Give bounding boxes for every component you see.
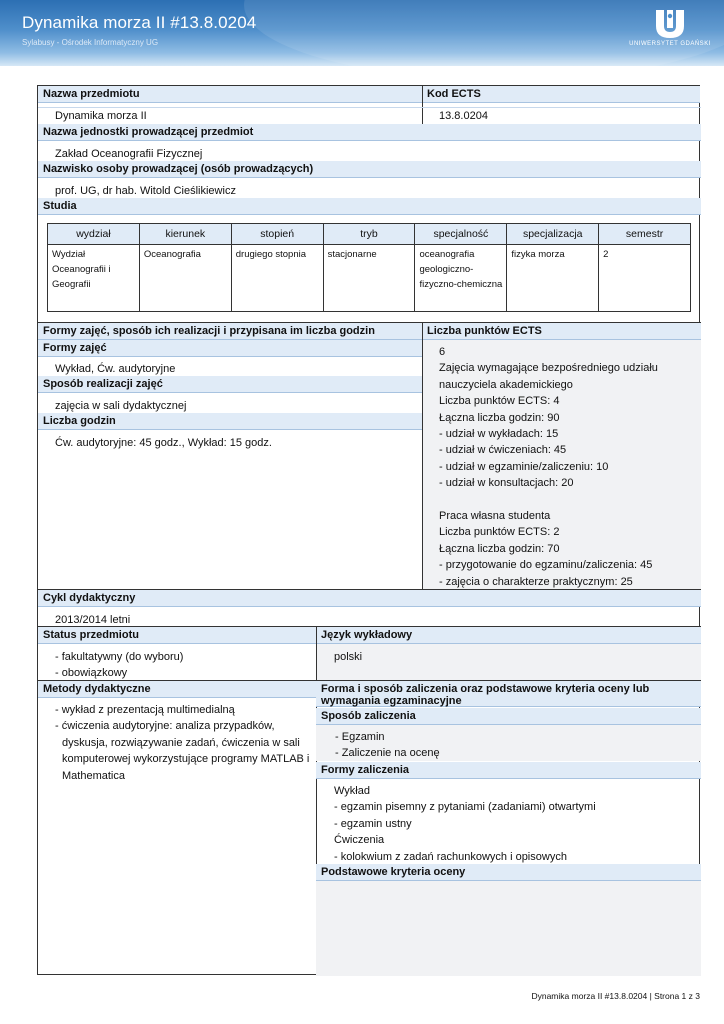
list-item: - Zaliczenie na ocenę	[335, 747, 440, 760]
studia-table	[47, 223, 691, 312]
ects-code-label: Kod ECTS	[422, 86, 700, 103]
forms-label: Formy zajęć	[38, 340, 422, 357]
studia-cell: drugiego stopnia	[231, 245, 323, 312]
list-item: - Egzamin	[335, 731, 385, 743]
ects-line: Zajęcia wymagające bezpośredniego udziału	[439, 362, 658, 375]
criteria-label: Podstawowe kryteria oceny	[316, 864, 701, 881]
studia-header-row	[48, 224, 691, 245]
assessment-line: - egzamin ustny	[334, 817, 412, 830]
studia-header-cell: wydział	[48, 224, 140, 245]
list-item: - fakultatywny (do wyboru)	[55, 651, 184, 663]
list-item: - wykład z prezentacją multimedialną	[55, 704, 235, 716]
assessment-line: - egzamin pisemny z pytaniami (zadaniami) otwartymi	[334, 801, 596, 814]
assessment-method-list	[333, 729, 440, 762]
ects-line: - zajęcia o charakterze praktycznym: 25	[439, 575, 633, 588]
methods-label: Metody dydaktyczne	[38, 681, 316, 698]
logo-text: UNIWERSYTET GDAŃSKI	[629, 41, 711, 47]
course-name-value: Dynamika morza II	[55, 110, 147, 122]
assessment-line: Ćwiczenia	[334, 834, 385, 847]
ects-line: - udział w ćwiczeniach: 45	[439, 444, 567, 457]
ects-points-label: Liczba punktów ECTS	[422, 323, 701, 340]
studia-data-row	[48, 245, 691, 312]
teacher-value: prof. UG, dr hab. Witold Cieślikiewicz	[55, 185, 236, 197]
ects-line: Praca własna studenta	[439, 510, 551, 523]
ects-details	[439, 344, 699, 590]
teacher-label: Nazwisko osoby prowadzącej (osób prowadzących)	[38, 161, 701, 178]
hours-value: Ćw. audytoryjne: 45 godz., Wykład: 15 godz.	[55, 437, 272, 449]
studia-cell: stacjonarne	[323, 245, 415, 312]
hours-label: Liczba godzin	[38, 413, 422, 430]
ects-line	[439, 492, 699, 508]
document-subtitle: Sylabusy - Ośrodek Informatyczny UG	[22, 38, 159, 47]
studia-cell: oceanografia geologiczno-fizyczno-chemiczna	[415, 245, 507, 312]
university-emblem-icon	[652, 8, 688, 38]
divider	[422, 323, 423, 590]
divider	[38, 107, 701, 108]
criteria-background	[316, 881, 701, 976]
forms-value: Wykład, Ćw. audytoryjne	[55, 363, 176, 375]
cycle-label: Cykl dydaktyczny	[38, 590, 701, 607]
university-logo	[626, 8, 714, 47]
status-list	[53, 649, 183, 682]
ects-line: 6	[439, 346, 446, 358]
studia-header-cell: tryb	[323, 224, 415, 245]
ects-line: Liczba punktów ECTS: 4	[439, 395, 560, 408]
studia-header-cell: specjalizacja	[507, 224, 599, 245]
studia-header-cell: kierunek	[139, 224, 231, 245]
ects-line: Łączna liczba godzin: 90	[439, 411, 560, 424]
ects-line: - udział w konsultacjach: 20	[439, 477, 574, 490]
page-header	[0, 0, 724, 66]
list-item: - ćwiczenia audytoryjne: analiza przypadków, dyskusja, rozwiązywanie zadań, ćwiczenia w sali komputerowej wykorzystujące programy MATLAB i Mathematica	[55, 720, 310, 782]
studia-header-cell: specjalność	[415, 224, 507, 245]
method-value: zajęcia w sali dydaktycznej	[55, 400, 187, 412]
course-name-label: Nazwa przedmiotu	[38, 86, 422, 103]
assessment-method-label: Sposób zaliczenia	[316, 708, 701, 725]
divider	[422, 86, 423, 124]
studia-cell: fizyka morza	[507, 245, 599, 312]
studia-header-cell: semestr	[599, 224, 691, 245]
ects-line: Liczba punktów ECTS: 2	[439, 526, 560, 539]
list-item: - obowiązkowy	[55, 667, 128, 680]
ects-code-value: 13.8.0204	[439, 110, 488, 122]
studia-cell: 2	[599, 245, 691, 312]
studia-header-cell: stopień	[231, 224, 323, 245]
studia-label: Studia	[38, 198, 701, 215]
language-label: Język wykładowy	[316, 627, 701, 644]
page-footer: Dynamika morza II #13.8.0204 | Strona 1 z 3	[531, 991, 700, 1001]
cycle-value: 2013/2014 letni	[55, 614, 131, 626]
assessment-line: Wykład	[334, 785, 370, 797]
syllabus-sheet	[37, 85, 700, 975]
assessment-forms-label: Formy zaliczenia	[316, 762, 701, 779]
ects-line: - udział w wykładach: 15	[439, 428, 559, 441]
status-label: Status przedmiotu	[38, 627, 316, 644]
ects-line: nauczyciela akademickiego	[439, 378, 573, 391]
ects-line: - przygotowanie do egzaminu/zaliczenia: 45	[439, 559, 653, 572]
methods-list	[53, 702, 315, 784]
ects-line: - udział w egzaminie/zaliczeniu: 10	[439, 460, 609, 473]
ects-line: Łączna liczba godzin: 70	[439, 542, 560, 555]
unit-value: Zakład Oceanografii Fizycznej	[55, 148, 203, 160]
language-panel-background	[316, 644, 701, 680]
assessment-forms-details	[334, 783, 694, 865]
unit-label: Nazwa jednostki prowadzącej przedmiot	[38, 124, 701, 141]
studia-cell: Oceanografia	[139, 245, 231, 312]
assessment-line: - kolokwium z zadań rachunkowych i opisowych	[334, 850, 567, 863]
language-value: polski	[334, 651, 363, 663]
document-title: Dynamika morza II #13.8.0204	[22, 13, 257, 32]
method-label: Sposób realizacji zajęć	[38, 376, 422, 393]
assessment-label: Forma i sposób zaliczenia oraz podstawowe kryteria oceny lub wymagania egzaminacyjne	[316, 681, 701, 707]
forms-section-label: Formy zajęć, sposób ich realizacji i przypisana im liczba godzin	[38, 323, 422, 340]
studia-cell: Wydział Oceanografii i Geografii	[48, 245, 140, 312]
